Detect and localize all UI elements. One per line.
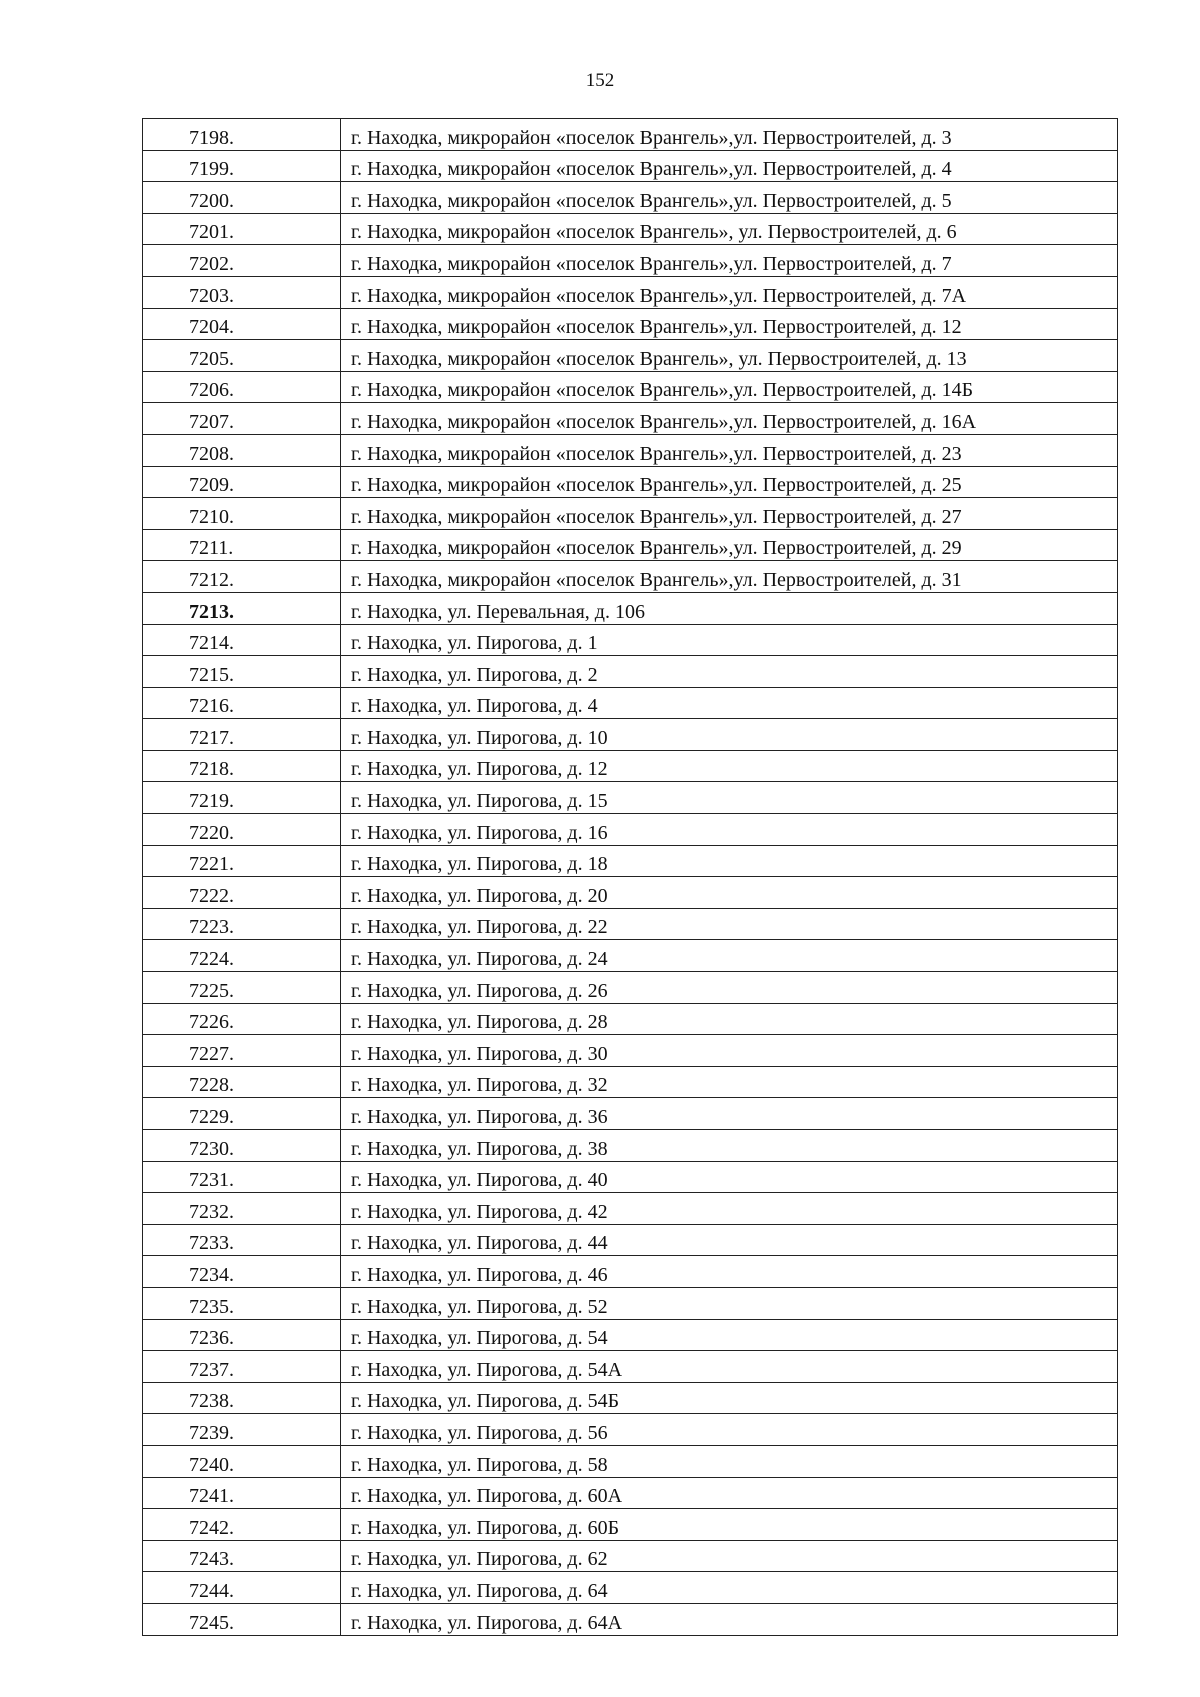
- row-number: 7234.: [143, 1256, 341, 1288]
- row-number: 7240.: [143, 1445, 341, 1477]
- row-address: г. Находка, микрорайон «поселок Врангель»,ул. Первостроителей, д. 31: [341, 561, 1118, 593]
- row-number: 7220.: [143, 814, 341, 846]
- row-number: 7242.: [143, 1509, 341, 1541]
- row-address: г. Находка, ул. Пирогова, д. 64: [341, 1572, 1118, 1604]
- row-address: г. Находка, микрорайон «поселок Врангель»,ул. Первостроителей, д. 5: [341, 182, 1118, 214]
- row-address: г. Находка, ул. Пирогова, д. 54Б: [341, 1382, 1118, 1414]
- row-number: 7228.: [143, 1066, 341, 1098]
- row-number: 7223.: [143, 908, 341, 940]
- row-number: 7210.: [143, 498, 341, 530]
- row-address: г. Находка, микрорайон «поселок Врангель»,ул. Первостроителей, д. 7А: [341, 276, 1118, 308]
- row-number: 7209.: [143, 466, 341, 498]
- row-number: 7199.: [143, 150, 341, 182]
- row-address: г. Находка, ул. Пирогова, д. 10: [341, 719, 1118, 751]
- table-row: [143, 498, 1118, 530]
- table-row: [143, 814, 1118, 846]
- table-row: [143, 1319, 1118, 1351]
- row-number: 7225.: [143, 972, 341, 1004]
- row-address: г. Находка, ул. Перевальная, д. 106: [341, 592, 1118, 624]
- row-number: 7214.: [143, 624, 341, 656]
- table-row: [143, 245, 1118, 277]
- table-row: [143, 1035, 1118, 1067]
- row-address: г. Находка, ул. Пирогова, д. 22: [341, 908, 1118, 940]
- row-address: г. Находка, ул. Пирогова, д. 44: [341, 1224, 1118, 1256]
- row-number: 7227.: [143, 1035, 341, 1067]
- row-address: г. Находка, микрорайон «поселок Врангель»,ул. Первостроителей, д. 25: [341, 466, 1118, 498]
- row-number: 7205.: [143, 340, 341, 372]
- row-number: 7231.: [143, 1161, 341, 1193]
- row-address: г. Находка, ул. Пирогова, д. 56: [341, 1414, 1118, 1446]
- row-address: г. Находка, ул. Пирогова, д. 62: [341, 1540, 1118, 1572]
- table-row: [143, 434, 1118, 466]
- table-row: [143, 1351, 1118, 1383]
- row-address: г. Находка, ул. Пирогова, д. 38: [341, 1130, 1118, 1162]
- table-row: [143, 213, 1118, 245]
- row-address: г. Находка, ул. Пирогова, д. 64А: [341, 1603, 1118, 1635]
- table-row: [143, 1509, 1118, 1541]
- table-row: [143, 1477, 1118, 1509]
- row-number: 7211.: [143, 529, 341, 561]
- table-row: [143, 1130, 1118, 1162]
- row-address: г. Находка, микрорайон «поселок Врангель»,ул. Первостроителей, д. 27: [341, 498, 1118, 530]
- row-address: г. Находка, ул. Пирогова, д. 40: [341, 1161, 1118, 1193]
- row-address: г. Находка, микрорайон «поселок Врангель»,ул. Первостроителей, д. 14Б: [341, 371, 1118, 403]
- row-number: 7219.: [143, 782, 341, 814]
- table-row: [143, 1256, 1118, 1288]
- row-address: г. Находка, ул. Пирогова, д. 2: [341, 656, 1118, 688]
- row-number: 7241.: [143, 1477, 341, 1509]
- table-row: [143, 1382, 1118, 1414]
- row-number: 7233.: [143, 1224, 341, 1256]
- table-row: [143, 1445, 1118, 1477]
- table-row: [143, 371, 1118, 403]
- table-row: [143, 877, 1118, 909]
- row-address: г. Находка, ул. Пирогова, д. 52: [341, 1287, 1118, 1319]
- table-row: [143, 719, 1118, 751]
- table-row: [143, 624, 1118, 656]
- row-address: г. Находка, ул. Пирогова, д. 15: [341, 782, 1118, 814]
- table-row: [143, 1572, 1118, 1604]
- row-address: г. Находка, микрорайон «поселок Врангель»,ул. Первостроителей, д. 4: [341, 150, 1118, 182]
- row-address: г. Находка, ул. Пирогова, д. 36: [341, 1098, 1118, 1130]
- table-row: [143, 403, 1118, 435]
- row-number: 7207.: [143, 403, 341, 435]
- table-row: [143, 592, 1118, 624]
- row-address: г. Находка, ул. Пирогова, д. 28: [341, 1003, 1118, 1035]
- table-row: [143, 1224, 1118, 1256]
- row-number: 7239.: [143, 1414, 341, 1446]
- row-number: 7206.: [143, 371, 341, 403]
- row-number: 7243.: [143, 1540, 341, 1572]
- row-address: г. Находка, ул. Пирогова, д. 20: [341, 877, 1118, 909]
- table-row: [143, 276, 1118, 308]
- row-address: г. Находка, ул. Пирогова, д. 54: [341, 1319, 1118, 1351]
- row-address: г. Находка, ул. Пирогова, д. 54А: [341, 1351, 1118, 1383]
- row-number: 7222.: [143, 877, 341, 909]
- row-number: 7237.: [143, 1351, 341, 1383]
- table-row: [143, 1193, 1118, 1225]
- table-row: [143, 1003, 1118, 1035]
- row-number: 7216.: [143, 687, 341, 719]
- row-address: г. Находка, микрорайон «поселок Врангель»,ул. Первостроителей, д. 7: [341, 245, 1118, 277]
- row-address: г. Находка, микрорайон «поселок Врангель»,ул. Первостроителей, д. 29: [341, 529, 1118, 561]
- page-number: 152: [585, 70, 615, 91]
- row-number: 7236.: [143, 1319, 341, 1351]
- table-row: [143, 687, 1118, 719]
- row-number: 7218.: [143, 750, 341, 782]
- table-row: [143, 561, 1118, 593]
- table-row: [143, 908, 1118, 940]
- table-row: [143, 1161, 1118, 1193]
- row-number: 7232.: [143, 1193, 341, 1225]
- address-table: [142, 118, 1118, 1636]
- row-address: г. Находка, ул. Пирогова, д. 60Б: [341, 1509, 1118, 1541]
- table-row: [143, 308, 1118, 340]
- table-row: [143, 656, 1118, 688]
- table-row: [143, 466, 1118, 498]
- table-row: [143, 340, 1118, 372]
- row-address: г. Находка, ул. Пирогова, д. 58: [341, 1445, 1118, 1477]
- address-table-body: [143, 119, 1118, 1636]
- table-row: [143, 529, 1118, 561]
- row-address: г. Находка, ул. Пирогова, д. 32: [341, 1066, 1118, 1098]
- table-row: [143, 782, 1118, 814]
- row-address: г. Находка, микрорайон «поселок Врангель», ул. Первостроителей, д. 6: [341, 213, 1118, 245]
- row-number: 7229.: [143, 1098, 341, 1130]
- row-address: г. Находка, ул. Пирогова, д. 26: [341, 972, 1118, 1004]
- row-number: 7202.: [143, 245, 341, 277]
- table-row: [143, 182, 1118, 214]
- row-address: г. Находка, микрорайон «поселок Врангель», ул. Первостроителей, д. 13: [341, 340, 1118, 372]
- row-number: 7238.: [143, 1382, 341, 1414]
- row-number: 7198.: [143, 119, 341, 151]
- table-row: [143, 940, 1118, 972]
- table-row: [143, 1540, 1118, 1572]
- row-number: 7221.: [143, 845, 341, 877]
- row-number: 7217.: [143, 719, 341, 751]
- row-number: 7201.: [143, 213, 341, 245]
- row-address: г. Находка, ул. Пирогова, д. 42: [341, 1193, 1118, 1225]
- table-row: [143, 150, 1118, 182]
- row-number: 7226.: [143, 1003, 341, 1035]
- row-address: г. Находка, микрорайон «поселок Врангель»,ул. Первостроителей, д. 23: [341, 434, 1118, 466]
- row-number: 7244.: [143, 1572, 341, 1604]
- row-number: 7208.: [143, 434, 341, 466]
- row-address: г. Находка, ул. Пирогова, д. 46: [341, 1256, 1118, 1288]
- row-address: г. Находка, ул. Пирогова, д. 4: [341, 687, 1118, 719]
- table-row: [143, 119, 1118, 151]
- table-row: [143, 972, 1118, 1004]
- row-address: г. Находка, ул. Пирогова, д. 18: [341, 845, 1118, 877]
- row-number: 7203.: [143, 276, 341, 308]
- row-number: 7204.: [143, 308, 341, 340]
- table-row: [143, 845, 1118, 877]
- table-row: [143, 750, 1118, 782]
- row-address: г. Находка, ул. Пирогова, д. 12: [341, 750, 1118, 782]
- row-number: 7224.: [143, 940, 341, 972]
- row-number: 7212.: [143, 561, 341, 593]
- row-address: г. Находка, ул. Пирогова, д. 1: [341, 624, 1118, 656]
- row-number: 7230.: [143, 1130, 341, 1162]
- row-address: г. Находка, микрорайон «поселок Врангель»,ул. Первостроителей, д. 16А: [341, 403, 1118, 435]
- table-row: [143, 1066, 1118, 1098]
- table-row: [143, 1603, 1118, 1635]
- row-address: г. Находка, микрорайон «поселок Врангель»,ул. Первостроителей, д. 12: [341, 308, 1118, 340]
- row-number: 7215.: [143, 656, 341, 688]
- row-address: г. Находка, ул. Пирогова, д. 24: [341, 940, 1118, 972]
- table-row: [143, 1287, 1118, 1319]
- row-number: 7245.: [143, 1603, 341, 1635]
- table-row: [143, 1414, 1118, 1446]
- row-address: г. Находка, ул. Пирогова, д. 60А: [341, 1477, 1118, 1509]
- row-address: г. Находка, ул. Пирогова, д. 16: [341, 814, 1118, 846]
- row-number: 7213.: [143, 592, 341, 624]
- table-row: [143, 1098, 1118, 1130]
- row-number: 7235.: [143, 1287, 341, 1319]
- row-number: 7200.: [143, 182, 341, 214]
- row-address: г. Находка, ул. Пирогова, д. 30: [341, 1035, 1118, 1067]
- row-address: г. Находка, микрорайон «поселок Врангель»,ул. Первостроителей, д. 3: [341, 119, 1118, 151]
